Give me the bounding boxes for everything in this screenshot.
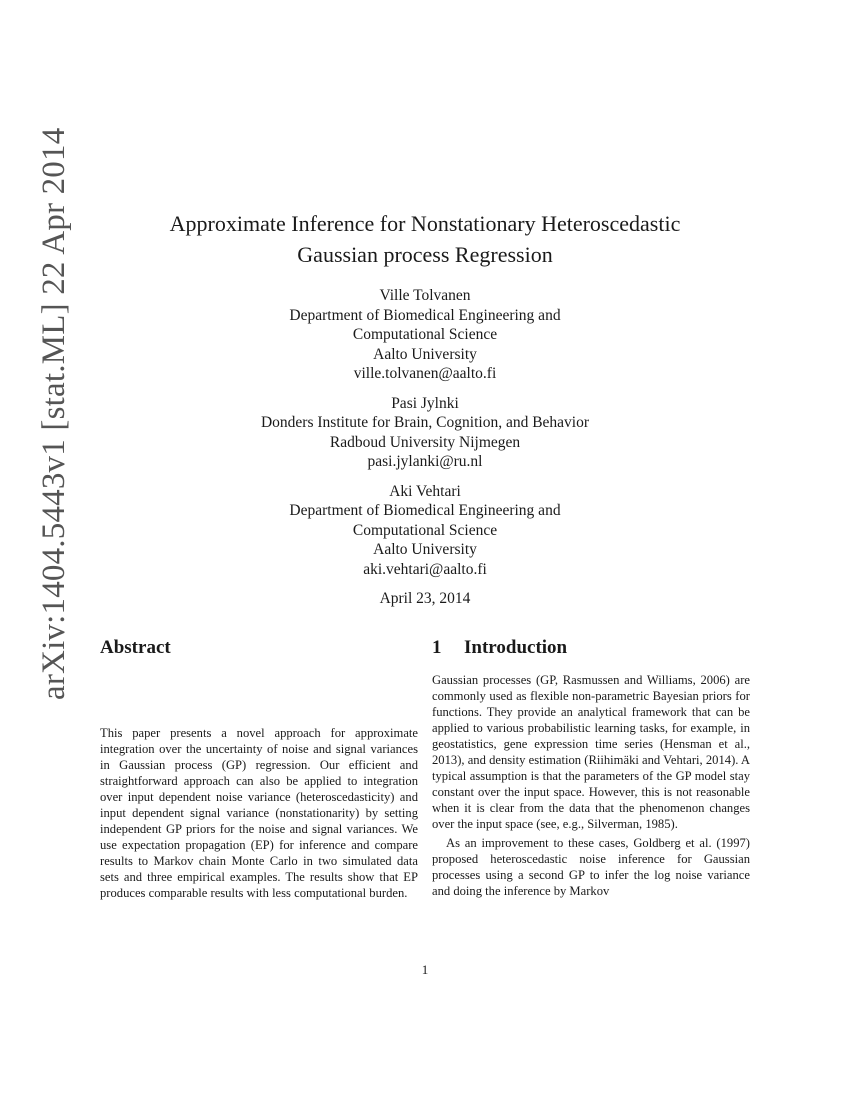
section-title: Introduction [464, 637, 568, 658]
author-affiliation: Donders Institute for Brain, Cognition, and Behavior [260, 414, 590, 431]
author-email: aki.vehtari@aalto.fi [363, 560, 487, 578]
author-name: Pasi Jylnki [391, 394, 459, 412]
introduction-heading [432, 636, 750, 660]
author-name: Ville Tolvanen [379, 287, 471, 304]
title-line-1: Approximate Inference for Nonstationary Heteroscedastic [169, 211, 681, 236]
author-affiliation: Computational Science [352, 326, 498, 343]
author-block [100, 286, 750, 384]
section-number: 1 [432, 637, 442, 658]
page-number: 1 [421, 962, 429, 977]
author-affiliation: Computational Science [352, 521, 498, 539]
paper-title [100, 208, 750, 270]
author-email: ville.tolvanen@aalto.fi [353, 365, 497, 382]
author-name: Aki Vehtari [389, 482, 461, 500]
author-email: pasi.jylanki@ru.nl [367, 453, 483, 470]
author-affiliation: Aalto University [373, 345, 477, 363]
title-line-2: Gaussian process Regression [297, 242, 553, 267]
paragraph: As an improvement to these cases, Goldberg et al. (1997) proposed heteroscedastic noise inference for Gaussian processes using a second GP to infer the log noise variance and doing the inference by Markov [432, 836, 750, 898]
abstract-text: This paper presents a novel approach for approximate integration over the uncertainty of noise and signal variances in Gaussian process (GP) regression. Our efficient and straightforward approach can also be applied to integration over input dependent noise variance (heteroscedasticity) and input dependent signal variance (nonstationarity) by setting independent GP priors for the noise and signal variances. We use expectation propagation (EP) for inference and compare results to Markov chain Monte Carlo in two simulated data sets and three empirical examples. The results show that EP produces comparable results with less computational burden. [100, 726, 418, 900]
author-affiliation: Aalto University [373, 541, 477, 558]
author-block [100, 482, 750, 580]
author-affiliation: Radboud University Nijmegen [329, 433, 521, 451]
publication-date: April 23, 2014 [379, 590, 471, 607]
introduction-text [432, 672, 750, 899]
author-block [100, 394, 750, 472]
introduction-section [432, 636, 750, 899]
abstract-heading: Abstract [100, 637, 171, 658]
author-affiliation: Department of Biomedical Engineering and [289, 306, 561, 324]
author-list [100, 286, 750, 589]
paragraph: Gaussian processes (GP, Rasmussen and Williams, 2006) are commonly used as flexible non-parametric Bayesian priors for functions. They provide an analytical framework that can be applied to various probabilistic learning tasks, for example, in geostatistics, gene expression time series (Hensman et al., 2013), and density estimation (Riihimäki and Vehtari, 2014). A typical assumption is that the parameters of the GP model stay constant over the input space. However, this is not reasonable when it is clear from the data that the phenomenon changes over the input space (see, e.g., Silverman, 1985). [432, 673, 750, 831]
abstract-section [100, 636, 418, 901]
arxiv-identifier: arXiv:1404.5443v1 [stat.ML] 22 Apr 2014 [36, 127, 72, 700]
author-affiliation: Department of Biomedical Engineering and [289, 502, 561, 519]
